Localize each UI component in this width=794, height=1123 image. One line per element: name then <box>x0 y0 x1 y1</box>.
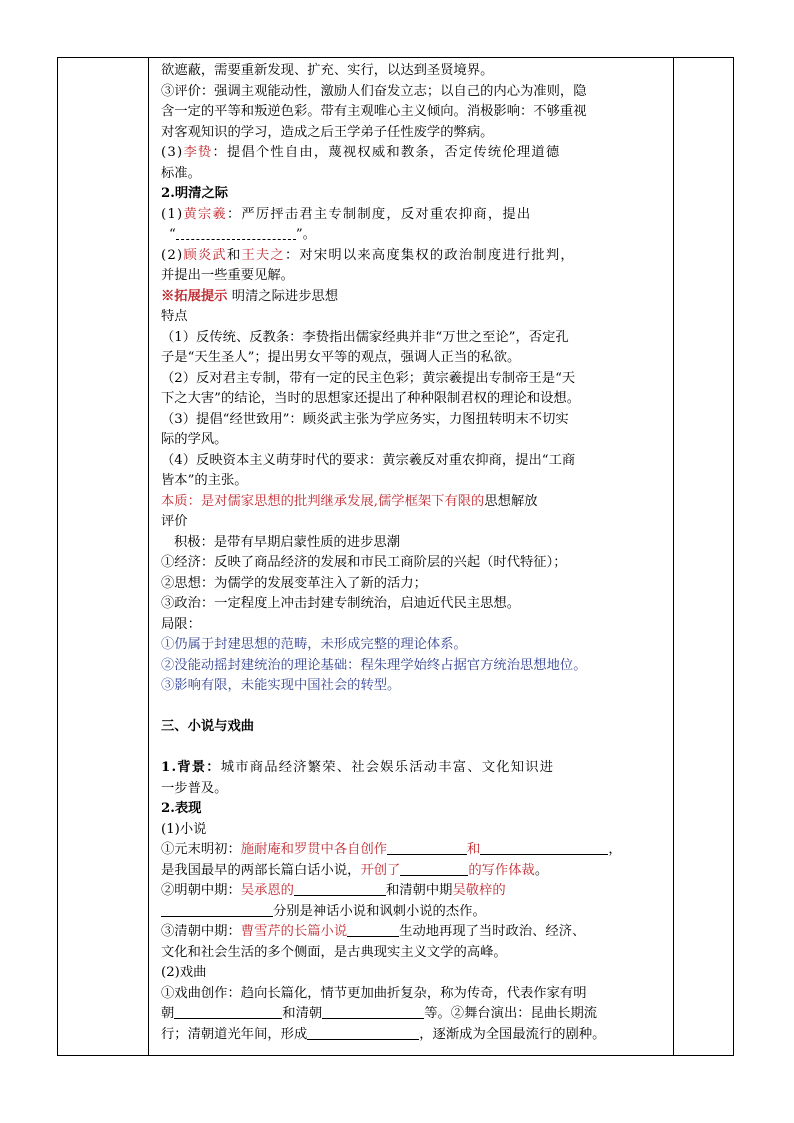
person-name: 顾炎武 <box>183 247 227 263</box>
spacer <box>161 697 671 718</box>
text-line <box>161 246 671 267</box>
text-line: ②思想：为儒学的发展变革注入了新的活力； <box>161 575 427 591</box>
text-line: ③政治：一定程度上冲击封建专制统治，启迪近代民主思想。 <box>161 596 521 611</box>
text-line: ①戏曲创作：趋向长篇化，情节更加曲折复杂，称为传奇，代表作家有明 <box>161 985 587 1001</box>
main-content <box>161 61 671 1045</box>
text-line: ③评价：强调主观能动性，激励人们奋发立志；以自己的内心为准则，隐 <box>161 83 587 99</box>
text-line: ②没能动摇封建统治的理论基础：程朱理学始终占据官方统治思想地位。 <box>161 657 587 673</box>
text-span: 城市商品经济繁荣、社会娱乐活动丰富、文化知识进 <box>220 760 555 775</box>
text-line: （3）提倡“经世致用”：顾炎武主张为学应务实，力图扭转明末不切实 <box>161 411 569 427</box>
text-span: 思想解放 <box>484 493 538 509</box>
text-line: 积极：是带有早期启蒙性质的进步思潮 <box>174 534 401 550</box>
text-line <box>161 881 671 902</box>
text-span: ①元末明初： <box>161 842 241 857</box>
fill-blank <box>347 922 399 937</box>
person-name: 王夫之 <box>241 247 285 263</box>
text-line <box>161 143 671 164</box>
text-line <box>161 902 671 923</box>
text-line <box>161 1025 671 1046</box>
label: 1.背景： <box>161 760 221 775</box>
text-span: 分别是神话小说和讽刺小说的杰作。 <box>273 903 486 919</box>
section-heading: 三、小说与戏曲 <box>161 719 255 734</box>
column-divider-left <box>148 58 149 1055</box>
text-line <box>161 840 671 861</box>
text-line: 文化和社会生活的多个侧面，是古典现实主义文学的高峰。 <box>161 944 507 960</box>
text-span: 吴承恩的 <box>240 883 294 898</box>
text-span: (1) <box>161 206 184 222</box>
text-span: 。 <box>534 862 549 878</box>
text-span: “ <box>169 227 176 242</box>
text-line: 对客观知识的学习，造成之后王学弟子任性废学的弊病。 <box>161 124 494 140</box>
text-span: ，逐渐成为全国最流行的剧种。 <box>419 1026 606 1042</box>
text-line <box>161 1004 671 1025</box>
text-line: 下之大害”的结论，当时的思想家还提出了种种限制君权的理论和设想。 <box>161 391 580 406</box>
text-line: ①经济：反映了商品经济的发展和市民工商阶层的兴起（时代特征）； <box>161 555 567 570</box>
text-line <box>161 861 671 882</box>
text-span: 明清之际进步思想 <box>227 288 339 304</box>
text-line: （2）反对君主专制，带有一定的民主色彩；黄宗羲提出专制帝王是“天 <box>161 370 576 386</box>
text-span: 的写作体裁 <box>468 862 535 878</box>
text-span: 朝 <box>161 1006 175 1021</box>
text-line: (2)戏曲 <box>161 965 207 980</box>
spacer <box>161 738 671 759</box>
fill-blank <box>322 1004 424 1019</box>
text-line <box>161 287 671 308</box>
fill-blank <box>174 1004 282 1019</box>
text-span: ：严厉抨击君主专制制度，反对重农抑商，提出 <box>226 206 532 222</box>
text-line: ①仍属于封建思想的范畴，未形成完整的理论体系。 <box>161 637 467 652</box>
text-span: 施耐庵和罗贯中各自创作 <box>240 842 388 857</box>
text-span: 开创了 <box>360 862 401 878</box>
person-name: 黄宗羲 <box>183 206 227 222</box>
text-line: 含一定的平等和叛逆色彩。带有主观唯心主义倾向。消极影响：不够重视 <box>161 104 587 119</box>
fill-blank <box>161 902 273 917</box>
text-line <box>161 758 671 779</box>
content-table <box>57 57 734 1056</box>
text-span: (2) <box>161 247 184 263</box>
tip-label: ※拓展提示 <box>161 288 228 304</box>
essence-text: 本质：是对儒家思想的批判继承发展,儒学框架下有限的 <box>161 493 485 509</box>
fill-blank <box>400 861 468 876</box>
text-span: ②明朝中期： <box>161 883 241 898</box>
text-line <box>161 205 671 226</box>
text-line: 局限： <box>161 616 201 632</box>
text-line: 并提出一些重要见解。 <box>161 268 294 283</box>
text-span: 曹雪芹的长篇小说 <box>240 924 348 939</box>
text-line <box>161 225 671 246</box>
fill-blank <box>387 840 467 855</box>
text-span: 行；清朝道光年间，形成 <box>161 1026 308 1042</box>
text-line: (1)小说 <box>161 821 207 837</box>
text-span: ：提倡个性自由，蔑视权威和教条，否定传统伦理道德 <box>212 145 561 160</box>
fill-blank <box>294 881 386 896</box>
text-line: 一步普及。 <box>161 780 228 796</box>
text-span: 吴敬梓的 <box>452 883 506 898</box>
text-line: ③影响有限，未能实现中国社会的转型。 <box>161 678 401 693</box>
section-heading: 2.明清之际 <box>161 186 229 201</box>
text-line: 评价 <box>161 514 188 529</box>
section-heading: 2.表现 <box>161 801 202 816</box>
text-span: ”。 <box>295 227 316 242</box>
text-line: 标准。 <box>161 165 201 181</box>
text-line <box>161 922 671 943</box>
text-line: 际的学风。 <box>161 432 228 447</box>
text-span: 和清朝中期 <box>385 883 453 898</box>
text-span: ③清朝中期： <box>161 924 241 939</box>
text-line: （1）反传统、反教条：李贽指出儒家经典并非“万世之至论”，否定孔 <box>161 329 569 345</box>
text-span: 和 <box>467 842 481 857</box>
text-line <box>161 492 671 513</box>
text-span: 生动地再现了当时政治、经济、 <box>399 924 586 939</box>
text-span: ， <box>608 842 622 857</box>
fill-blank <box>307 1025 419 1040</box>
text-span: 和清朝 <box>282 1006 323 1021</box>
fill-blank <box>176 225 296 240</box>
text-line: 子是“天生圣人”；提出男女平等的观点，强调人正当的私欲。 <box>161 350 521 365</box>
text-line: 皆本”的主张。 <box>161 473 248 488</box>
column-divider-right <box>673 58 674 1055</box>
text-span: (3) <box>161 145 184 160</box>
text-span: 等。②舞台演出：昆曲长期流 <box>424 1006 598 1021</box>
fill-blank <box>480 840 608 855</box>
text-line: 特点 <box>161 309 188 324</box>
person-name: 李贽 <box>183 145 213 160</box>
text-line: 欲遮蔽，需要重新发现、扩充、实行，以达到圣贤境界。 <box>161 63 494 78</box>
text-span: 和 <box>226 247 242 263</box>
text-span: ：对宋明以来高度集权的政治制度进行批判， <box>284 247 575 263</box>
text-line: （4）反映资本主义萌芽时代的要求：黄宗羲反对重农抑商，提出“工商 <box>161 452 576 468</box>
text-span: 是我国最早的两部长篇白话小说， <box>161 862 361 878</box>
